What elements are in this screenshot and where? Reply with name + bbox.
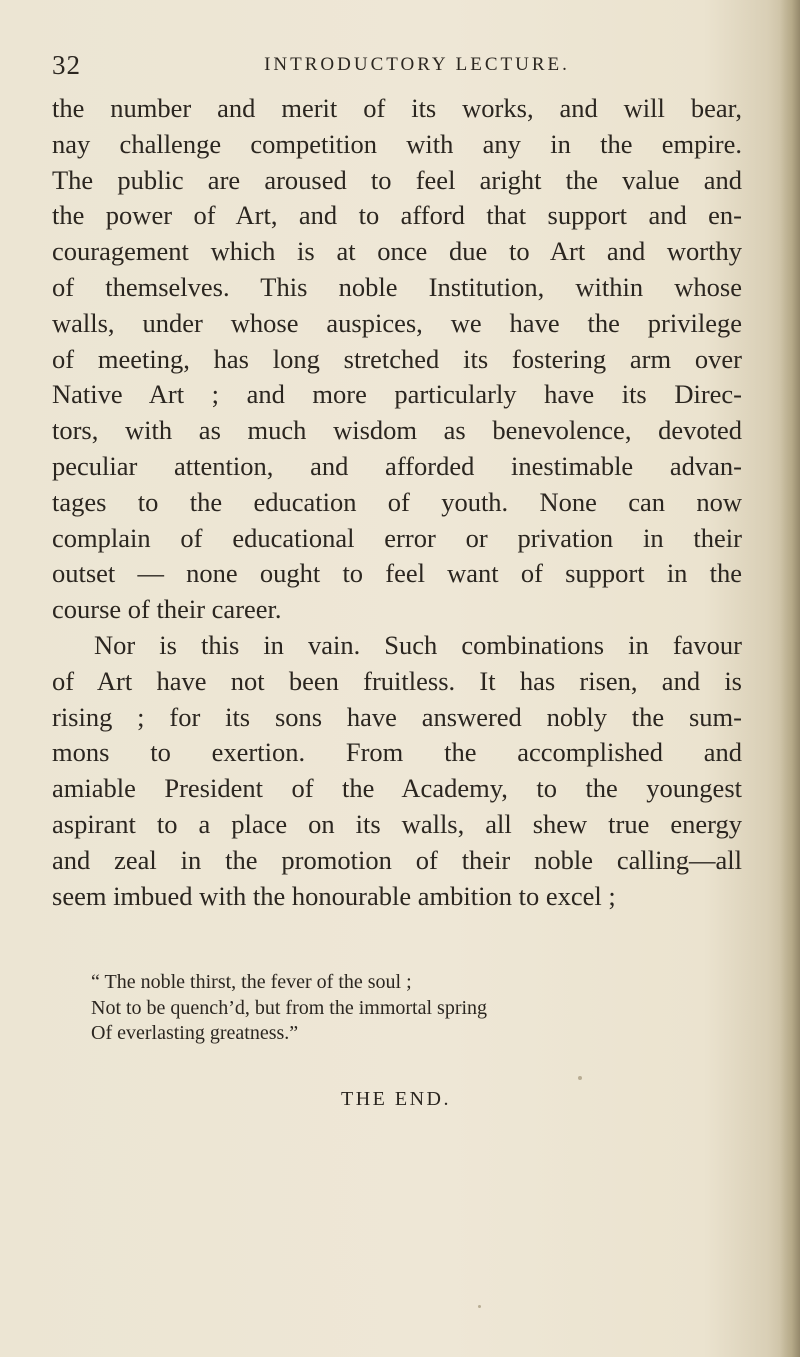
verse-line: “ The noble thirst, the fever of the soul ; [91, 971, 412, 993]
text-line: The public are aroused to feel aright the value and [52, 164, 742, 195]
text-line: of Art have not been fruitless. It has risen, and is [52, 665, 742, 696]
text-line: of meeting, has long stretched its fostering arm over [52, 343, 742, 374]
text-line: outset — none ought to feel want of support in the [52, 558, 742, 589]
page-edge-shadow [780, 0, 800, 1357]
text-line: tages to the education of youth. None can now [52, 486, 742, 517]
text-line: nay challenge competition with any in the empire. [52, 128, 742, 159]
text-line: complain of educational error or privation in their [52, 522, 742, 553]
paper-speck [578, 1076, 582, 1080]
text-line: rising ; for its sons have answered nobly the sum- [52, 701, 742, 732]
body-text [52, 91, 742, 914]
text-line: the power of Art, and to afford that support and en- [52, 200, 742, 231]
text-line: and zeal in the promotion of their noble calling—all [52, 844, 742, 875]
page-number: 32 [52, 50, 81, 80]
verse-quotation [91, 970, 651, 1047]
text-line: course of their career. [52, 594, 282, 625]
text-line: aspirant to a place on its walls, all shew true energy [52, 808, 742, 839]
paper-speck [478, 1305, 481, 1308]
text-line: seem imbued with the honourable ambition to excel ; [52, 880, 616, 911]
verse-line: Of everlasting greatness.” [91, 1022, 299, 1044]
running-head [52, 50, 742, 84]
text-line: Native Art ; and more particularly have its Direc- [52, 379, 742, 410]
text-line: of themselves. This noble Institution, within whose [52, 271, 742, 302]
text-line: mons to exertion. From the accomplished and [52, 737, 742, 768]
text-line: couragement which is at once due to Art and worthy [52, 236, 742, 267]
text-line: peculiar attention, and afforded inestimable advan- [52, 450, 742, 481]
running-head-title: INTRODUCTORY LECTURE. [264, 54, 570, 75]
text-line-paragraph-start: Nor is this in vain. Such combinations in favour [94, 629, 742, 660]
text-line: tors, with as much wisdom as benevolence, devoted [52, 415, 742, 446]
text-line: amiable President of the Academy, to the youngest [52, 773, 742, 804]
closing-text: THE END. [341, 1088, 451, 1110]
verse-line: Not to be quench’d, but from the immortal spring [91, 996, 488, 1019]
text-line: walls, under whose auspices, we have the privilege [52, 307, 742, 338]
text-line: the number and merit of its works, and will bear, [52, 93, 742, 123]
